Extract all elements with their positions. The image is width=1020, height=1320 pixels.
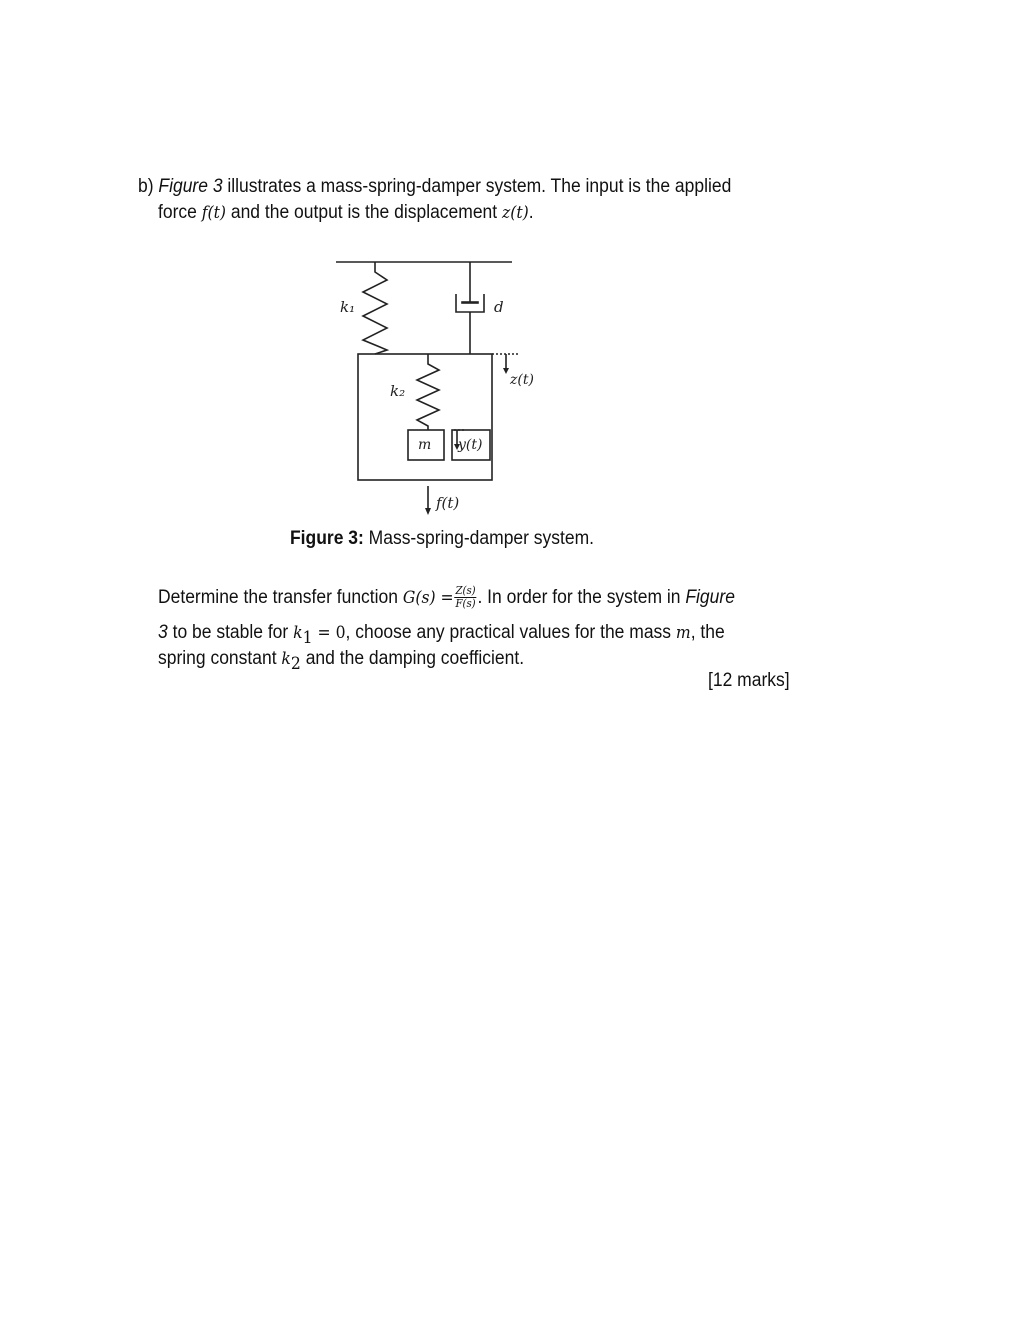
question-text-1: Determine the transfer function xyxy=(158,587,403,608)
intro-line-2 xyxy=(158,200,534,226)
caption-label: Figure 3: xyxy=(290,528,364,549)
force-label: f(t) xyxy=(436,494,460,512)
intro-mid: and the output is the displacement xyxy=(226,202,502,223)
k1-value: = 0 xyxy=(312,623,346,643)
y-label: y(t) xyxy=(458,437,483,453)
spring-k1 xyxy=(363,262,387,354)
damper-piston xyxy=(462,302,478,303)
figure-caption xyxy=(290,528,594,550)
intro-text: illustrates a mass-spring-damper system. The input is the applied xyxy=(222,176,732,197)
k1-symbol: k xyxy=(293,623,303,643)
fraction-denominator: F(s) xyxy=(455,597,476,611)
equals-sign: = xyxy=(435,588,454,608)
question-text-4: , choose any practical values for the mass xyxy=(345,622,676,643)
k1-label: k₁ xyxy=(340,298,356,316)
spring-k2 xyxy=(417,354,439,430)
intro-end: . xyxy=(528,202,534,223)
transfer-function-fraction xyxy=(455,585,477,610)
part-label: b) xyxy=(138,176,154,197)
question-text-2: . In order for the system in xyxy=(477,587,686,608)
transfer-function-symbol: G(s) xyxy=(402,588,436,608)
question-text-7: and the damping coefficient. xyxy=(300,648,525,669)
displacement-symbol: z(t) xyxy=(501,203,529,223)
question-text-5: , the xyxy=(690,622,725,643)
k2-label: k₂ xyxy=(390,382,406,400)
mass-symbol: m xyxy=(675,623,691,643)
marks-label: [12 marks] xyxy=(708,670,790,691)
question-line-1 xyxy=(158,584,735,612)
mass-label: m xyxy=(418,437,432,453)
figure-number: 3 xyxy=(158,622,168,643)
k2-symbol: k xyxy=(281,649,291,669)
z-arrow-head xyxy=(503,368,509,374)
k1-subscript: 1 xyxy=(302,627,313,648)
damper-label: d xyxy=(494,298,504,316)
k2-subscript: 2 xyxy=(290,653,301,674)
force-symbol: f(t) xyxy=(201,203,227,223)
question-line-3 xyxy=(158,646,524,677)
z-label: z(t) xyxy=(510,372,534,388)
question-text-3: to be stable for xyxy=(167,622,294,643)
caption-text: Mass-spring-damper system. xyxy=(363,528,595,549)
force-arrow-head xyxy=(425,508,431,515)
figure-word: Figure xyxy=(685,587,735,608)
question-text-6: spring constant xyxy=(158,648,282,669)
intro-line-1 xyxy=(138,174,731,200)
mass-spring-damper-diagram xyxy=(320,250,560,520)
force-word: force xyxy=(158,202,202,223)
figure-reference: Figure 3 xyxy=(158,176,223,197)
fraction-numerator: Z(s) xyxy=(455,584,476,598)
